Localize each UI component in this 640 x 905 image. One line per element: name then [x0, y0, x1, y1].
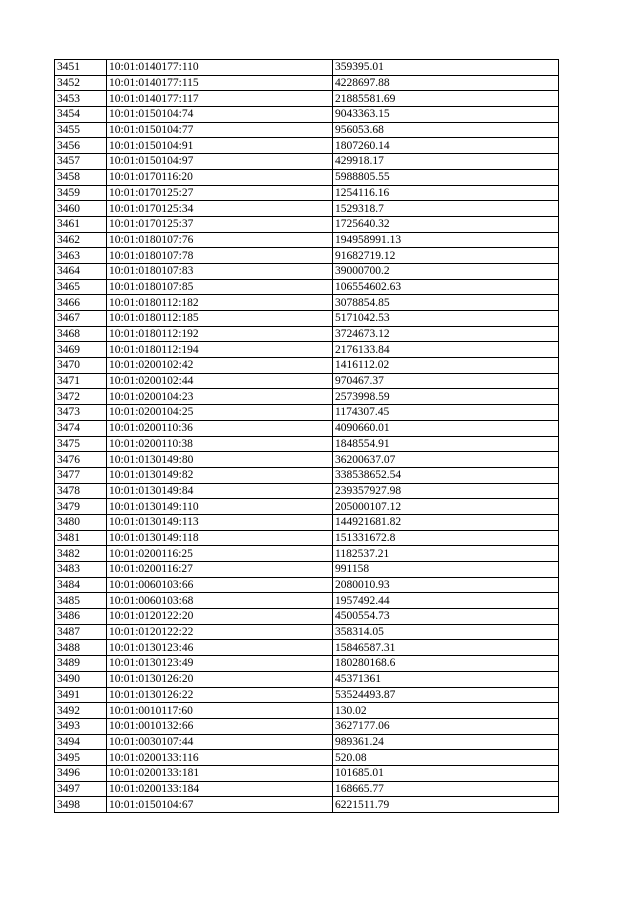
cadastral-number-cell: 10:01:0060103:68 — [107, 593, 333, 609]
row-number-cell: 3462 — [55, 232, 107, 248]
row-number-cell: 3460 — [55, 201, 107, 217]
row-number-cell: 3490 — [55, 671, 107, 687]
cadastral-number-cell: 10:01:0150104:74 — [107, 107, 333, 123]
cadastral-number-cell: 10:01:0200104:25 — [107, 405, 333, 421]
value-cell: 338538652.54 — [333, 467, 559, 483]
value-cell: 130.02 — [333, 703, 559, 719]
row-number-cell: 3487 — [55, 624, 107, 640]
cadastral-number-cell: 10:01:0200133:116 — [107, 750, 333, 766]
row-number-cell: 3470 — [55, 358, 107, 374]
cadastral-value-table — [54, 59, 559, 813]
table-row — [55, 60, 559, 76]
table-row — [55, 781, 559, 797]
value-cell: 1529318.7 — [333, 201, 559, 217]
cadastral-number-cell: 10:01:0140177:117 — [107, 91, 333, 107]
value-cell: 151331672.8 — [333, 530, 559, 546]
row-number-cell: 3453 — [55, 91, 107, 107]
row-number-cell: 3459 — [55, 185, 107, 201]
row-number-cell: 3484 — [55, 577, 107, 593]
row-number-cell: 3488 — [55, 640, 107, 656]
value-cell: 168665.77 — [333, 781, 559, 797]
row-number-cell: 3473 — [55, 405, 107, 421]
table-row — [55, 499, 559, 515]
row-number-cell: 3477 — [55, 467, 107, 483]
value-cell: 21885581.69 — [333, 91, 559, 107]
table-row — [55, 201, 559, 217]
table-row — [55, 687, 559, 703]
row-number-cell: 3454 — [55, 107, 107, 123]
cadastral-number-cell: 10:01:0130126:22 — [107, 687, 333, 703]
cadastral-number-cell: 10:01:0130126:20 — [107, 671, 333, 687]
cadastral-number-cell: 10:01:0180107:85 — [107, 279, 333, 295]
row-number-cell: 3494 — [55, 734, 107, 750]
row-number-cell: 3483 — [55, 562, 107, 578]
cadastral-number-cell: 10:01:0180107:76 — [107, 232, 333, 248]
row-number-cell: 3465 — [55, 279, 107, 295]
cadastral-number-cell: 10:01:0150104:97 — [107, 154, 333, 170]
value-cell: 5988805.55 — [333, 169, 559, 185]
value-cell: 205000107.12 — [333, 499, 559, 515]
row-number-cell: 3480 — [55, 514, 107, 530]
row-number-cell: 3479 — [55, 499, 107, 515]
value-cell: 359395.01 — [333, 60, 559, 76]
value-cell: 989361.24 — [333, 734, 559, 750]
row-number-cell: 3458 — [55, 169, 107, 185]
cadastral-number-cell: 10:01:0140177:115 — [107, 75, 333, 91]
row-number-cell: 3491 — [55, 687, 107, 703]
value-cell: 9043363.15 — [333, 107, 559, 123]
table-row — [55, 326, 559, 342]
table-row — [55, 358, 559, 374]
value-cell: 1725640.32 — [333, 216, 559, 232]
value-cell: 2176133.84 — [333, 342, 559, 358]
value-cell: 1416112.02 — [333, 358, 559, 374]
cadastral-number-cell: 10:01:0180107:83 — [107, 263, 333, 279]
cadastral-number-cell: 10:01:0170116:20 — [107, 169, 333, 185]
value-cell: 36200637.07 — [333, 452, 559, 468]
cadastral-number-cell: 10:01:0200116:25 — [107, 546, 333, 562]
table-row — [55, 640, 559, 656]
value-cell: 3724673.12 — [333, 326, 559, 342]
row-number-cell: 3469 — [55, 342, 107, 358]
value-cell: 956053.68 — [333, 122, 559, 138]
cadastral-number-cell: 10:01:0180112:192 — [107, 326, 333, 342]
cadastral-number-cell: 10:01:0130149:118 — [107, 530, 333, 546]
cadastral-number-cell: 10:01:0140177:110 — [107, 60, 333, 76]
value-cell: 4500554.73 — [333, 609, 559, 625]
table-row — [55, 765, 559, 781]
row-number-cell: 3472 — [55, 389, 107, 405]
cadastral-number-cell: 10:01:0130149:84 — [107, 483, 333, 499]
value-cell: 1848554.91 — [333, 436, 559, 452]
table-row — [55, 562, 559, 578]
cadastral-number-cell: 10:01:0130123:49 — [107, 656, 333, 672]
row-number-cell: 3457 — [55, 154, 107, 170]
value-cell: 1807260.14 — [333, 138, 559, 154]
row-number-cell: 3485 — [55, 593, 107, 609]
table-row — [55, 718, 559, 734]
table-row — [55, 295, 559, 311]
cadastral-number-cell: 10:01:0170125:37 — [107, 216, 333, 232]
cadastral-number-cell: 10:01:0030107:44 — [107, 734, 333, 750]
table-row — [55, 232, 559, 248]
table-row — [55, 122, 559, 138]
table-row — [55, 436, 559, 452]
table-row — [55, 530, 559, 546]
cadastral-number-cell: 10:01:0130149:82 — [107, 467, 333, 483]
cadastral-number-cell: 10:01:0200102:44 — [107, 373, 333, 389]
row-number-cell: 3468 — [55, 326, 107, 342]
value-cell: 2573998.59 — [333, 389, 559, 405]
table-row — [55, 467, 559, 483]
table-row — [55, 609, 559, 625]
row-number-cell: 3466 — [55, 295, 107, 311]
cadastral-number-cell: 10:01:0170125:27 — [107, 185, 333, 201]
value-cell: 1254116.16 — [333, 185, 559, 201]
cadastral-number-cell: 10:01:0180112:194 — [107, 342, 333, 358]
cadastral-number-cell: 10:01:0180107:78 — [107, 248, 333, 264]
row-number-cell: 3481 — [55, 530, 107, 546]
table-row — [55, 734, 559, 750]
value-cell: 1182537.21 — [333, 546, 559, 562]
value-cell: 1174307.45 — [333, 405, 559, 421]
row-number-cell: 3498 — [55, 797, 107, 813]
value-cell: 3627177.06 — [333, 718, 559, 734]
table-row — [55, 483, 559, 499]
cadastral-number-cell: 10:01:0200104:23 — [107, 389, 333, 405]
table-row — [55, 703, 559, 719]
cadastral-number-cell: 10:01:0010132:66 — [107, 718, 333, 734]
row-number-cell: 3486 — [55, 609, 107, 625]
value-cell: 101685.01 — [333, 765, 559, 781]
value-cell: 194958991.13 — [333, 232, 559, 248]
table-row — [55, 420, 559, 436]
cadastral-number-cell: 10:01:0170125:34 — [107, 201, 333, 217]
row-number-cell: 3492 — [55, 703, 107, 719]
value-cell: 4090660.01 — [333, 420, 559, 436]
value-cell: 6221511.79 — [333, 797, 559, 813]
cadastral-number-cell: 10:01:0130123:46 — [107, 640, 333, 656]
value-cell: 106554602.63 — [333, 279, 559, 295]
row-number-cell: 3493 — [55, 718, 107, 734]
table-row — [55, 248, 559, 264]
value-cell: 3078854.85 — [333, 295, 559, 311]
table-row — [55, 577, 559, 593]
table-row — [55, 671, 559, 687]
cadastral-number-cell: 10:01:0150104:67 — [107, 797, 333, 813]
value-cell: 429918.17 — [333, 154, 559, 170]
cadastral-number-cell: 10:01:0200110:36 — [107, 420, 333, 436]
row-number-cell: 3471 — [55, 373, 107, 389]
table-row — [55, 389, 559, 405]
table-row — [55, 75, 559, 91]
table-row — [55, 546, 559, 562]
value-cell: 180280168.6 — [333, 656, 559, 672]
table-row — [55, 593, 559, 609]
cadastral-number-cell: 10:01:0200133:181 — [107, 765, 333, 781]
value-cell: 144921681.82 — [333, 514, 559, 530]
value-cell: 520.08 — [333, 750, 559, 766]
value-cell: 991158 — [333, 562, 559, 578]
table-row — [55, 107, 559, 123]
cadastral-number-cell: 10:01:0130149:113 — [107, 514, 333, 530]
row-number-cell: 3467 — [55, 311, 107, 327]
row-number-cell: 3495 — [55, 750, 107, 766]
cadastral-number-cell: 10:01:0200102:42 — [107, 358, 333, 374]
table-row — [55, 797, 559, 813]
row-number-cell: 3475 — [55, 436, 107, 452]
cadastral-number-cell: 10:01:0180112:182 — [107, 295, 333, 311]
table-row — [55, 279, 559, 295]
cadastral-number-cell: 10:01:0180112:185 — [107, 311, 333, 327]
table-row — [55, 263, 559, 279]
cadastral-number-cell: 10:01:0200133:184 — [107, 781, 333, 797]
row-number-cell: 3464 — [55, 263, 107, 279]
value-cell: 358314.05 — [333, 624, 559, 640]
table-row — [55, 514, 559, 530]
value-cell: 2080010.93 — [333, 577, 559, 593]
table-row — [55, 216, 559, 232]
row-number-cell: 3456 — [55, 138, 107, 154]
cadastral-number-cell: 10:01:0130149:80 — [107, 452, 333, 468]
table-body — [55, 60, 559, 813]
table-row — [55, 750, 559, 766]
row-number-cell: 3476 — [55, 452, 107, 468]
value-cell: 45371361 — [333, 671, 559, 687]
cadastral-number-cell: 10:01:0200116:27 — [107, 562, 333, 578]
table-row — [55, 624, 559, 640]
table-row — [55, 656, 559, 672]
table-row — [55, 342, 559, 358]
value-cell: 91682719.12 — [333, 248, 559, 264]
value-cell: 15846587.31 — [333, 640, 559, 656]
row-number-cell: 3474 — [55, 420, 107, 436]
value-cell: 970467.37 — [333, 373, 559, 389]
cadastral-number-cell: 10:01:0010117:60 — [107, 703, 333, 719]
cadastral-number-cell: 10:01:0060103:66 — [107, 577, 333, 593]
row-number-cell: 3452 — [55, 75, 107, 91]
table-row — [55, 169, 559, 185]
table-row — [55, 311, 559, 327]
value-cell: 5171042.53 — [333, 311, 559, 327]
value-cell: 53524493.87 — [333, 687, 559, 703]
row-number-cell: 3455 — [55, 122, 107, 138]
value-cell: 1957492.44 — [333, 593, 559, 609]
table-row — [55, 185, 559, 201]
row-number-cell: 3463 — [55, 248, 107, 264]
row-number-cell: 3478 — [55, 483, 107, 499]
cadastral-number-cell: 10:01:0150104:91 — [107, 138, 333, 154]
value-cell: 4228697.88 — [333, 75, 559, 91]
cadastral-number-cell: 10:01:0120122:20 — [107, 609, 333, 625]
value-cell: 239357927.98 — [333, 483, 559, 499]
table-row — [55, 452, 559, 468]
row-number-cell: 3451 — [55, 60, 107, 76]
table-row — [55, 91, 559, 107]
table-row — [55, 138, 559, 154]
value-cell: 39000700.2 — [333, 263, 559, 279]
cadastral-number-cell: 10:01:0150104:77 — [107, 122, 333, 138]
row-number-cell: 3496 — [55, 765, 107, 781]
cadastral-number-cell: 10:01:0200110:38 — [107, 436, 333, 452]
table-row — [55, 405, 559, 421]
row-number-cell: 3482 — [55, 546, 107, 562]
cadastral-number-cell: 10:01:0120122:22 — [107, 624, 333, 640]
row-number-cell: 3497 — [55, 781, 107, 797]
table-row — [55, 373, 559, 389]
cadastral-number-cell: 10:01:0130149:110 — [107, 499, 333, 515]
row-number-cell: 3461 — [55, 216, 107, 232]
table-row — [55, 154, 559, 170]
row-number-cell: 3489 — [55, 656, 107, 672]
